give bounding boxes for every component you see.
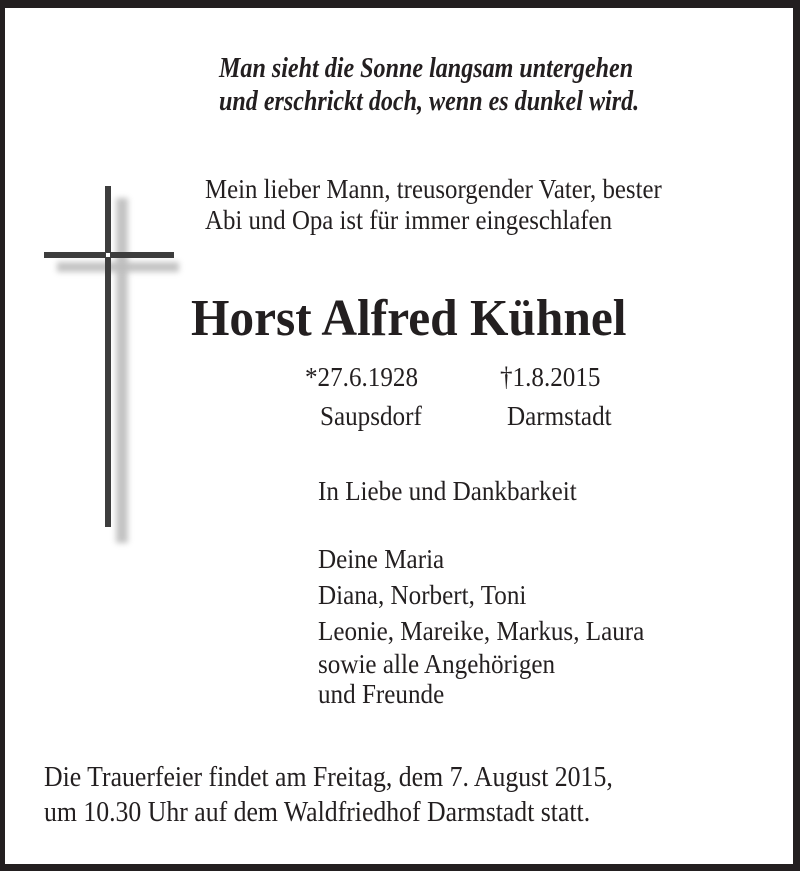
funeral-line-2: um 10.30 Uhr auf dem Waldfriedhof Darmstadt statt. [44,797,591,828]
funeral-info [44,760,613,830]
death-date-value: 1.8.2015 [512,362,601,392]
cross-shadow-vertical [116,198,128,543]
cross-center-highlight [106,253,110,257]
birth-date-value: 27.6.1928 [317,362,418,392]
mourner-line: Diana, Norbert, Toni [318,580,527,610]
mourners-list [318,541,644,709]
birth-date [305,362,418,392]
intro-line-2: Abi und Opa ist für immer eingeschlafen [205,205,612,235]
motto-line-1: Man sieht die Sonne langsam untergehen [219,53,634,84]
motto-quote [219,52,639,118]
cross-vertical-beam [105,186,111,527]
mourner-line: Leonie, Mareike, Markus, Laura [318,616,645,646]
birth-star-icon: * [305,362,318,392]
intro-text [205,174,662,236]
intro-line-1: Mein lieber Mann, treusorgender Vater, bester [205,174,662,204]
mourner-line: und Freunde [318,679,445,709]
closing-phrase: In Liebe und Dankbarkeit [318,476,577,506]
deceased-name: Horst Alfred Kühnel [191,290,627,347]
cross-shadow-horizontal [57,262,179,272]
death-date [500,362,600,392]
death-place: Darmstadt [507,401,612,431]
death-dagger-icon: † [500,362,513,392]
mourner-line: Deine Maria [318,544,445,574]
mourner-line: sowie alle Angehörigen [318,649,556,679]
motto-line-2: und erschrickt doch, wenn es dunkel wird. [219,86,640,117]
funeral-line-1: Die Trauerfeier findet am Freitag, dem 7. August 2015, [44,762,613,793]
birth-place: Saupsdorf [320,401,422,431]
